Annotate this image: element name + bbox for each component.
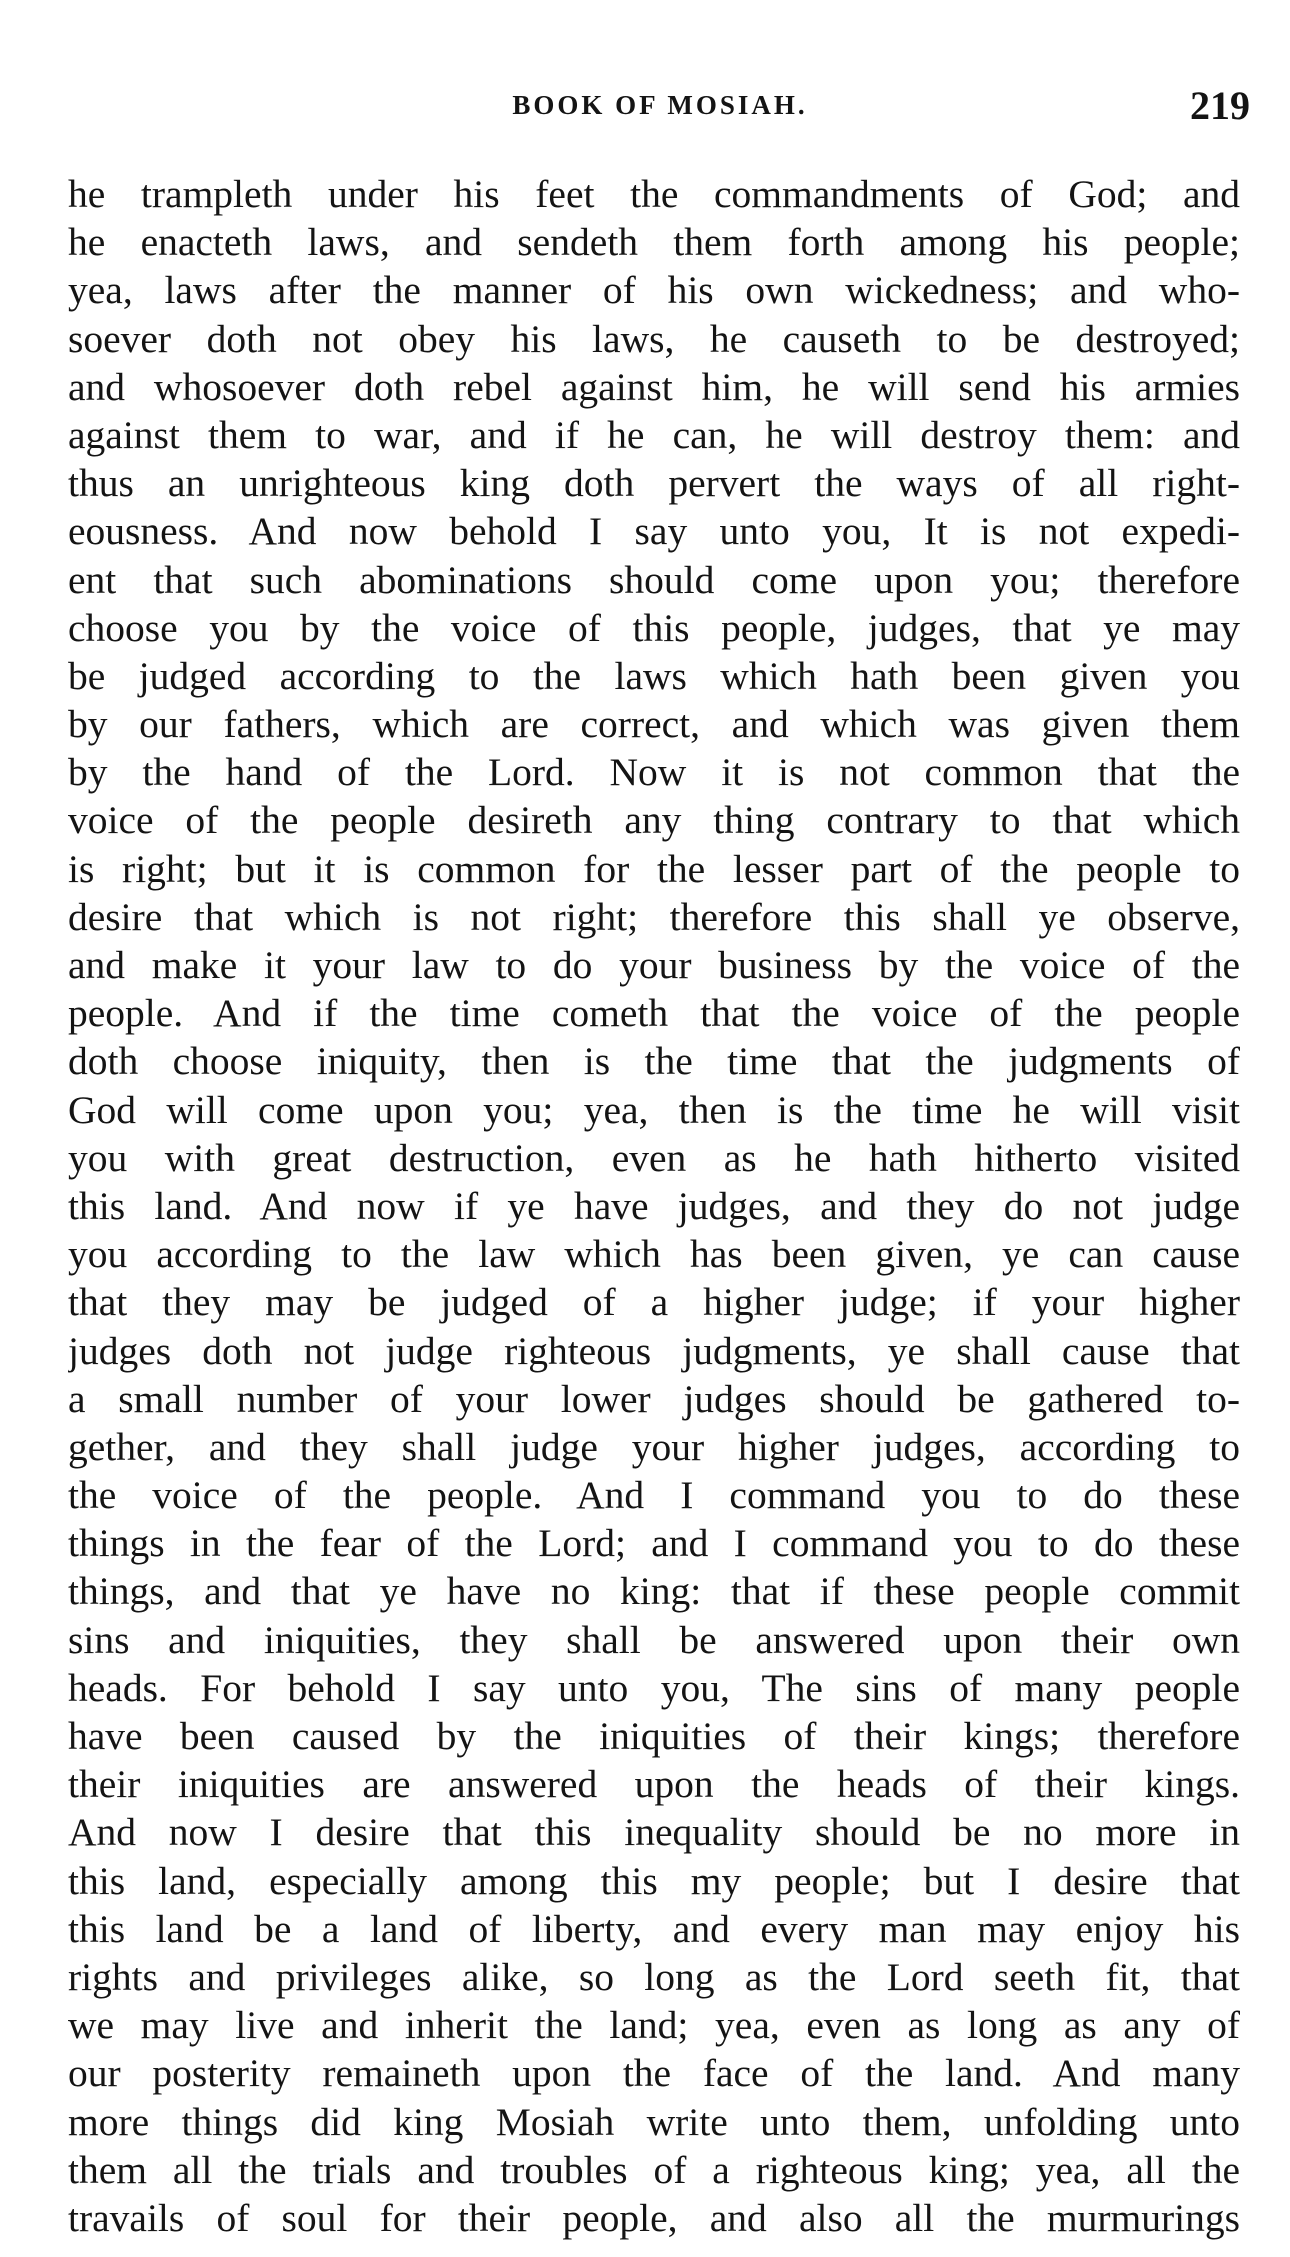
text-line: we may live and inherit the land; yea, even as long as any of xyxy=(68,2003,1240,2048)
text-line: And now I desire that this inequality should be no more in xyxy=(68,1810,1240,1855)
text-line: things, and that ye have no king: that if these people commit xyxy=(68,1569,1240,1614)
text-line: you with great destruction, even as he hath hitherto visited xyxy=(68,1135,1240,1180)
text-line: travails of soul for their people, and also all the murmurings xyxy=(68,2195,1240,2240)
text-line: more things did king Mosiah write unto them, unfolding unto xyxy=(68,2099,1240,2144)
text-line: rights and privileges alike, so long as the Lord seeth fit, that xyxy=(68,1954,1240,1999)
text-line: sins and iniquities, they shall be answered upon their own xyxy=(68,1617,1240,1662)
text-line: yea, laws after the manner of his own wickedness; and who- xyxy=(68,268,1240,313)
text-line: them all the trials and troubles of a righteous king; yea, all the xyxy=(68,2147,1240,2192)
text-line: this land be a land of liberty, and every man may enjoy his xyxy=(68,1906,1240,1951)
text-line: gether, and they shall judge your higher judges, according to xyxy=(68,1424,1240,1469)
text-line: he trampleth under his feet the commandments of God; and xyxy=(68,172,1240,216)
text-line: by the hand of the Lord. Now it is not common that the xyxy=(68,750,1240,795)
text-line: by our fathers, which are correct, and which was given them xyxy=(68,702,1240,747)
text-line: be judged according to the laws which hath been given you xyxy=(68,653,1240,698)
text-line: our posterity remaineth upon the face of the land. And many xyxy=(68,2051,1240,2096)
text-line: soever doth not obey his laws, he causeth to be destroyed; xyxy=(68,316,1240,361)
text-line: a small number of your lower judges should be gathered to- xyxy=(68,1376,1240,1421)
text-line: and whosoever doth rebel against him, he will send his armies xyxy=(68,364,1240,409)
text-line: desire that which is not right; therefore this shall ye observe, xyxy=(68,894,1240,939)
text-line: this land. And now if ye have judges, and they do not judge xyxy=(68,1183,1240,1228)
text-line: thus an unrighteous king doth pervert the ways of all right- xyxy=(68,461,1240,506)
text-line: doth choose iniquity, then is the time that the judgments of xyxy=(68,1039,1240,1084)
text-line: choose you by the voice of this people, judges, that ye may xyxy=(68,605,1240,650)
page-header xyxy=(70,82,1250,132)
text-line: and make it your law to do your business by the voice of the xyxy=(68,943,1240,987)
text-line: is right; but it is common for the lesser part of the people to xyxy=(68,846,1240,891)
text-line: the voice of the people. And I command you to do these xyxy=(68,1473,1240,1518)
text-line: their iniquities are answered upon the heads of their kings. xyxy=(68,1762,1240,1807)
text-line: this land, especially among this my people; but I desire that xyxy=(68,1858,1240,1903)
text-line: have been caused by the iniquities of their kings; therefore xyxy=(68,1714,1240,1758)
text-line: heads. For behold I say unto you, The sins of many people xyxy=(68,1665,1240,1710)
text-line: against them to war, and if he can, he will destroy them: and xyxy=(68,412,1240,457)
body-text xyxy=(68,170,1240,2242)
text-line: judges doth not judge righteous judgments, ye shall cause that xyxy=(68,1328,1240,1373)
text-line: people. And if the time cometh that the voice of the people xyxy=(68,991,1240,1036)
text-line: you according to the law which has been given, ye can cause xyxy=(68,1232,1240,1277)
text-line: things in the fear of the Lord; and I command you to do these xyxy=(68,1521,1240,1566)
text-line: ent that such abominations should come upon you; therefore xyxy=(68,557,1240,602)
text-line: God will come upon you; yea, then is the time he will visit xyxy=(68,1087,1240,1132)
text-line: eousness. And now behold I say unto you, It is not expedi- xyxy=(68,509,1240,554)
text-line: he enacteth laws, and sendeth them forth among his people; xyxy=(68,220,1240,265)
text-line: voice of the people desireth any thing contrary to that which xyxy=(68,798,1240,843)
page-number: 219 xyxy=(1190,83,1250,128)
running-title: BOOK OF MOSIAH. xyxy=(512,90,808,120)
text-line: that they may be judged of a higher judge; if your higher xyxy=(68,1280,1240,1325)
